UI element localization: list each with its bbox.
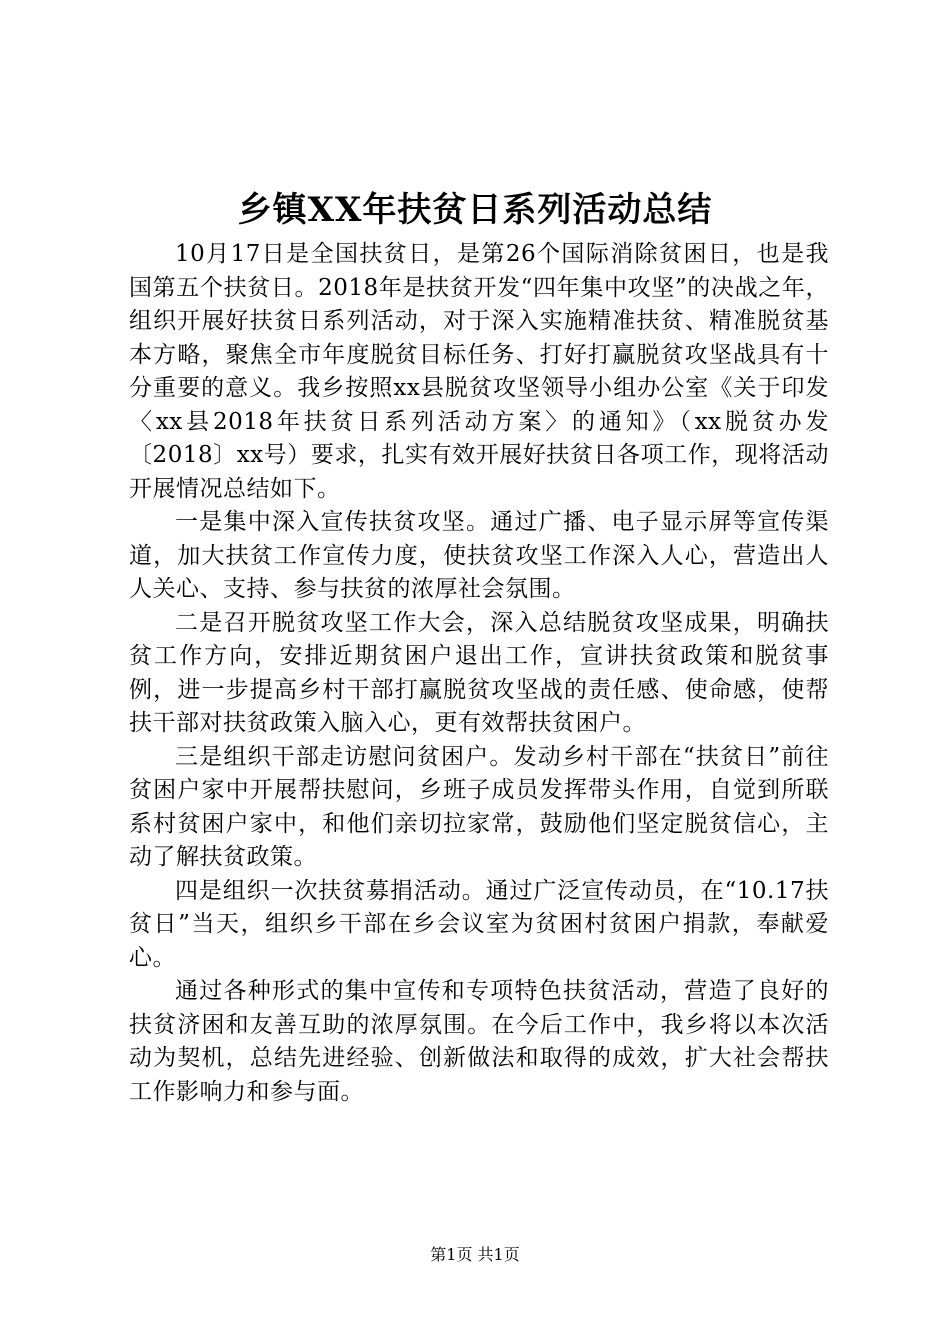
document-title: 乡镇XX年扶贫日系列活动总结 xyxy=(237,190,713,230)
paragraph-item-1: 一是集中深入宣传扶贫攻坚。通过广播、电子显示屏等宣传渠道，加大扶贫工作宣传力度，使扶贫攻坚工作深入人心，营造出人人关心、支持、参与扶贫的浓厚社会氛围。 xyxy=(129,509,829,602)
paragraph-conclusion: 通过各种形式的集中宣传和专项特色扶贫活动，营造了良好的扶贫济困和友善互助的浓厚氛围。在今后工作中，我乡将以本次活动为契机，总结先进经验、创新做法和取得的成效，扩大社会帮扶工作影响力和参与面。 xyxy=(129,978,829,1105)
document-body xyxy=(129,238,829,1109)
paragraph-item-4: 四是组织一次扶贫募捐活动。通过广泛宣传动员，在“10.17扶贫日”当天，组织乡干部在乡会议室为贫困村贫困户捐款，奉献爱心。 xyxy=(129,877,829,971)
paragraph-intro: 10月17日是全国扶贫日，是第26个国际消除贫困日，也是我国第五个扶贫日。2018年是扶贫开发“四年集中攻坚”的决战之年，组织开展好扶贫日系列活动，对于深入实施精准扶贫、精准脱贫基本方略，聚焦全市年度脱贫目标任务、打好打赢脱贫攻坚战具有十分重要的意义。我乡按照xx县脱贫攻坚领导小组办公室《关于印发〈xx县2018年扶贫日系列活动方案〉的通知》（xx脱贫办发〔2018〕xx号）要求，扎实有效开展好扶贫日各项工作，现将活动开展情况总结如下。 xyxy=(129,241,829,502)
page-footer: 第1页 共1页 xyxy=(430,1245,520,1264)
paragraph-item-3: 三是组织干部走访慰问贫困户。发动乡村干部在“扶贫日”前往贫困户家中开展帮扶慰问，乡班子成员发挥带头作用，自觉到所联系村贫困户家中，和他们亲切拉家常，鼓励他们坚定脱贫信心，主动了解扶贫政策。 xyxy=(129,743,829,870)
paragraph-item-2: 二是召开脱贫攻坚工作大会，深入总结脱贫攻坚成果，明确扶贫工作方向，安排近期贫困户退出工作，宣讲扶贫政策和脱贫事例，进一步提高乡村干部打赢脱贫攻坚战的责任感、使命感，使帮扶干部对扶贫政策入脑入心，更有效帮扶贫困户。 xyxy=(129,609,829,736)
